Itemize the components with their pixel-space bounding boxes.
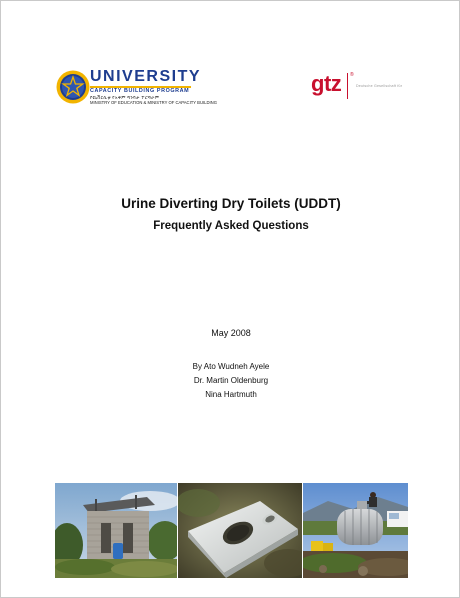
storage-tank-photo xyxy=(303,483,408,578)
brick-toilet-building-photo xyxy=(55,483,177,578)
document-date: May 2008 xyxy=(211,328,251,338)
gtz-logo-tagline: Deutsche Gesellschaft für xyxy=(356,84,403,88)
gtz-logo xyxy=(311,71,411,105)
university-logo-title: UNIVERSITY xyxy=(90,68,202,85)
gtz-logo-mark: gtz xyxy=(311,71,342,96)
star-emblem-icon xyxy=(56,70,90,104)
author-list xyxy=(1,360,460,402)
university-logo-subtitle: CAPACITY BUILDING PROGRAM xyxy=(90,88,190,94)
university-logo-amharic: የዩኒቨርሲቲ የአቅም ግንባታ ፕሮግራም xyxy=(90,95,160,100)
university-logo-ministry: MINISTRY OF EDUCATION & MINISTRY OF CAPACITY BUILDING xyxy=(90,100,217,105)
university-logo xyxy=(56,68,217,106)
gtz-logo-divider xyxy=(347,73,348,99)
document-title: Urine Diverting Dry Toilets (UDDT) xyxy=(121,196,341,211)
author-line: Dr. Martin Oldenburg xyxy=(193,376,269,385)
document-subtitle: Frequently Asked Questions xyxy=(153,220,309,232)
registered-icon: ® xyxy=(350,72,354,78)
squat-toilet-pan-photo xyxy=(178,483,302,578)
author-line: By Ato Wudneh Ayele xyxy=(192,362,270,371)
author-line: Nina Hartmuth xyxy=(205,390,257,399)
